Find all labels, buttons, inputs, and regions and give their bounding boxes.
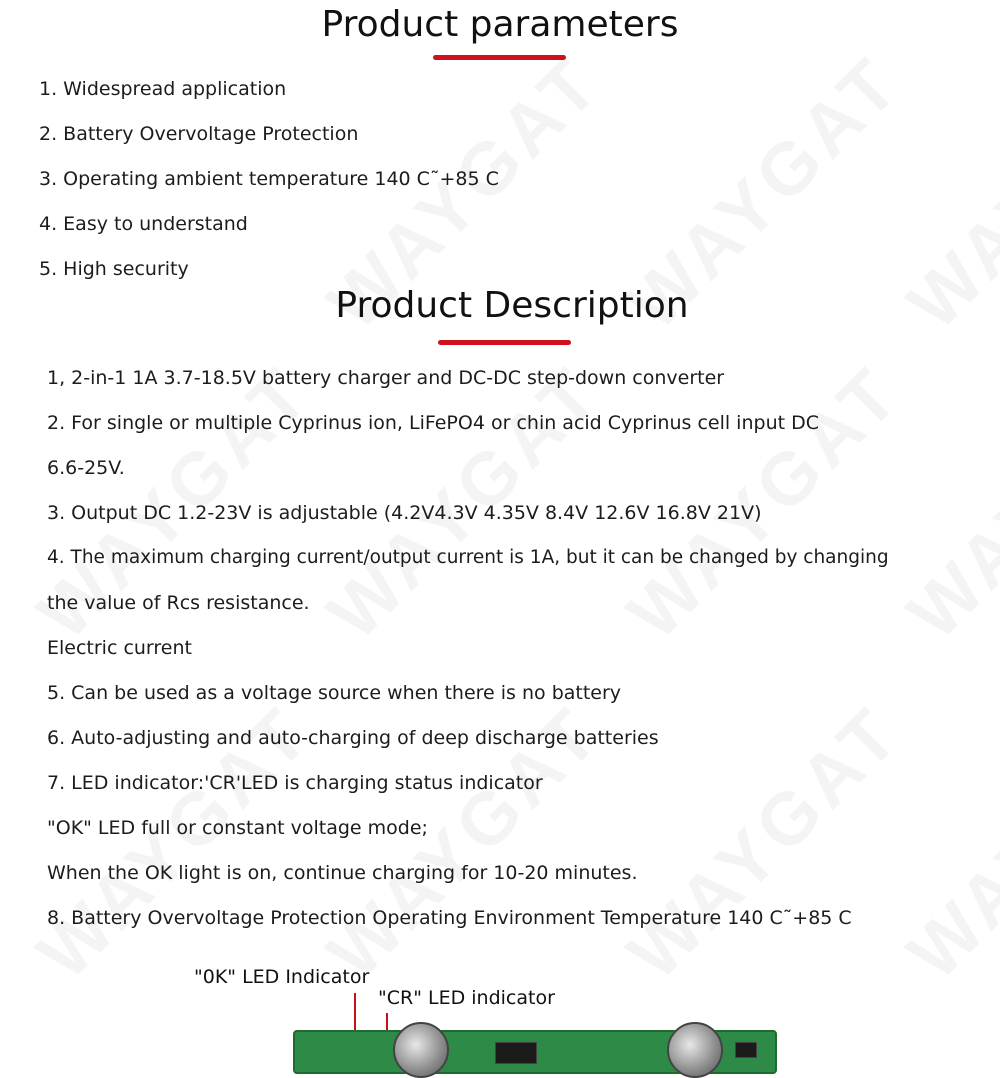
description-line: Electric current xyxy=(47,637,192,659)
pcb-board-image xyxy=(293,1030,777,1074)
description-line: 5. Can be used as a voltage source when there is no battery xyxy=(47,682,622,704)
description-line: 2. For single or multiple Cyprinus ion, LiFePO4 or chin acid Cyprinus cell input DC xyxy=(47,412,819,434)
watermark xyxy=(891,349,1000,656)
description-line: 7. LED indicator:'CR'LED is charging status indicator xyxy=(47,772,543,794)
cr-led-label: "CR" LED indicator xyxy=(378,987,555,1009)
description-title: Product Description xyxy=(335,285,689,326)
parameter-item: 5. High security xyxy=(39,258,189,280)
capacitor xyxy=(393,1022,449,1078)
description-line: 1, 2-in-1 1A 3.7-18.5V battery charger and DC-DC step-down converter xyxy=(47,367,725,389)
parameter-item: 2. Battery Overvoltage Protection xyxy=(39,123,359,145)
parameter-item: 4. Easy to understand xyxy=(39,213,248,235)
parameters-title: Product parameters xyxy=(321,4,679,45)
parameters-title-underline xyxy=(433,55,566,60)
description-title-underline xyxy=(438,340,571,345)
description-line: the value of Rcs resistance. xyxy=(47,592,310,614)
parameter-item: 1. Widespread application xyxy=(39,78,287,100)
description-line: When the OK light is on, continue charging for 10-20 minutes. xyxy=(47,862,638,884)
watermark xyxy=(891,689,1000,996)
description-line: 6.6-25V. xyxy=(47,457,125,479)
description-line: 6. Auto-adjusting and auto-charging of deep discharge batteries xyxy=(47,727,659,749)
chip xyxy=(735,1042,757,1058)
description-line: 3. Output DC 1.2-23V is adjustable (4.2V4.3V 4.35V 8.4V 12.6V 16.8V 21V) xyxy=(47,502,762,524)
ok-led-label: "0K" LED Indicator xyxy=(194,966,370,988)
capacitor xyxy=(667,1022,723,1078)
parameter-item: 3. Operating ambient temperature 140 C˜+85 C xyxy=(39,168,499,190)
description-line: 4. The maximum charging current/output current is 1A, but it can be changed by changing xyxy=(47,547,889,568)
chip xyxy=(495,1042,537,1064)
description-line: 8. Battery Overvoltage Protection Operating Environment Temperature 140 C˜+85 C xyxy=(47,907,852,929)
description-line: "OK" LED full or constant voltage mode; xyxy=(47,817,428,839)
